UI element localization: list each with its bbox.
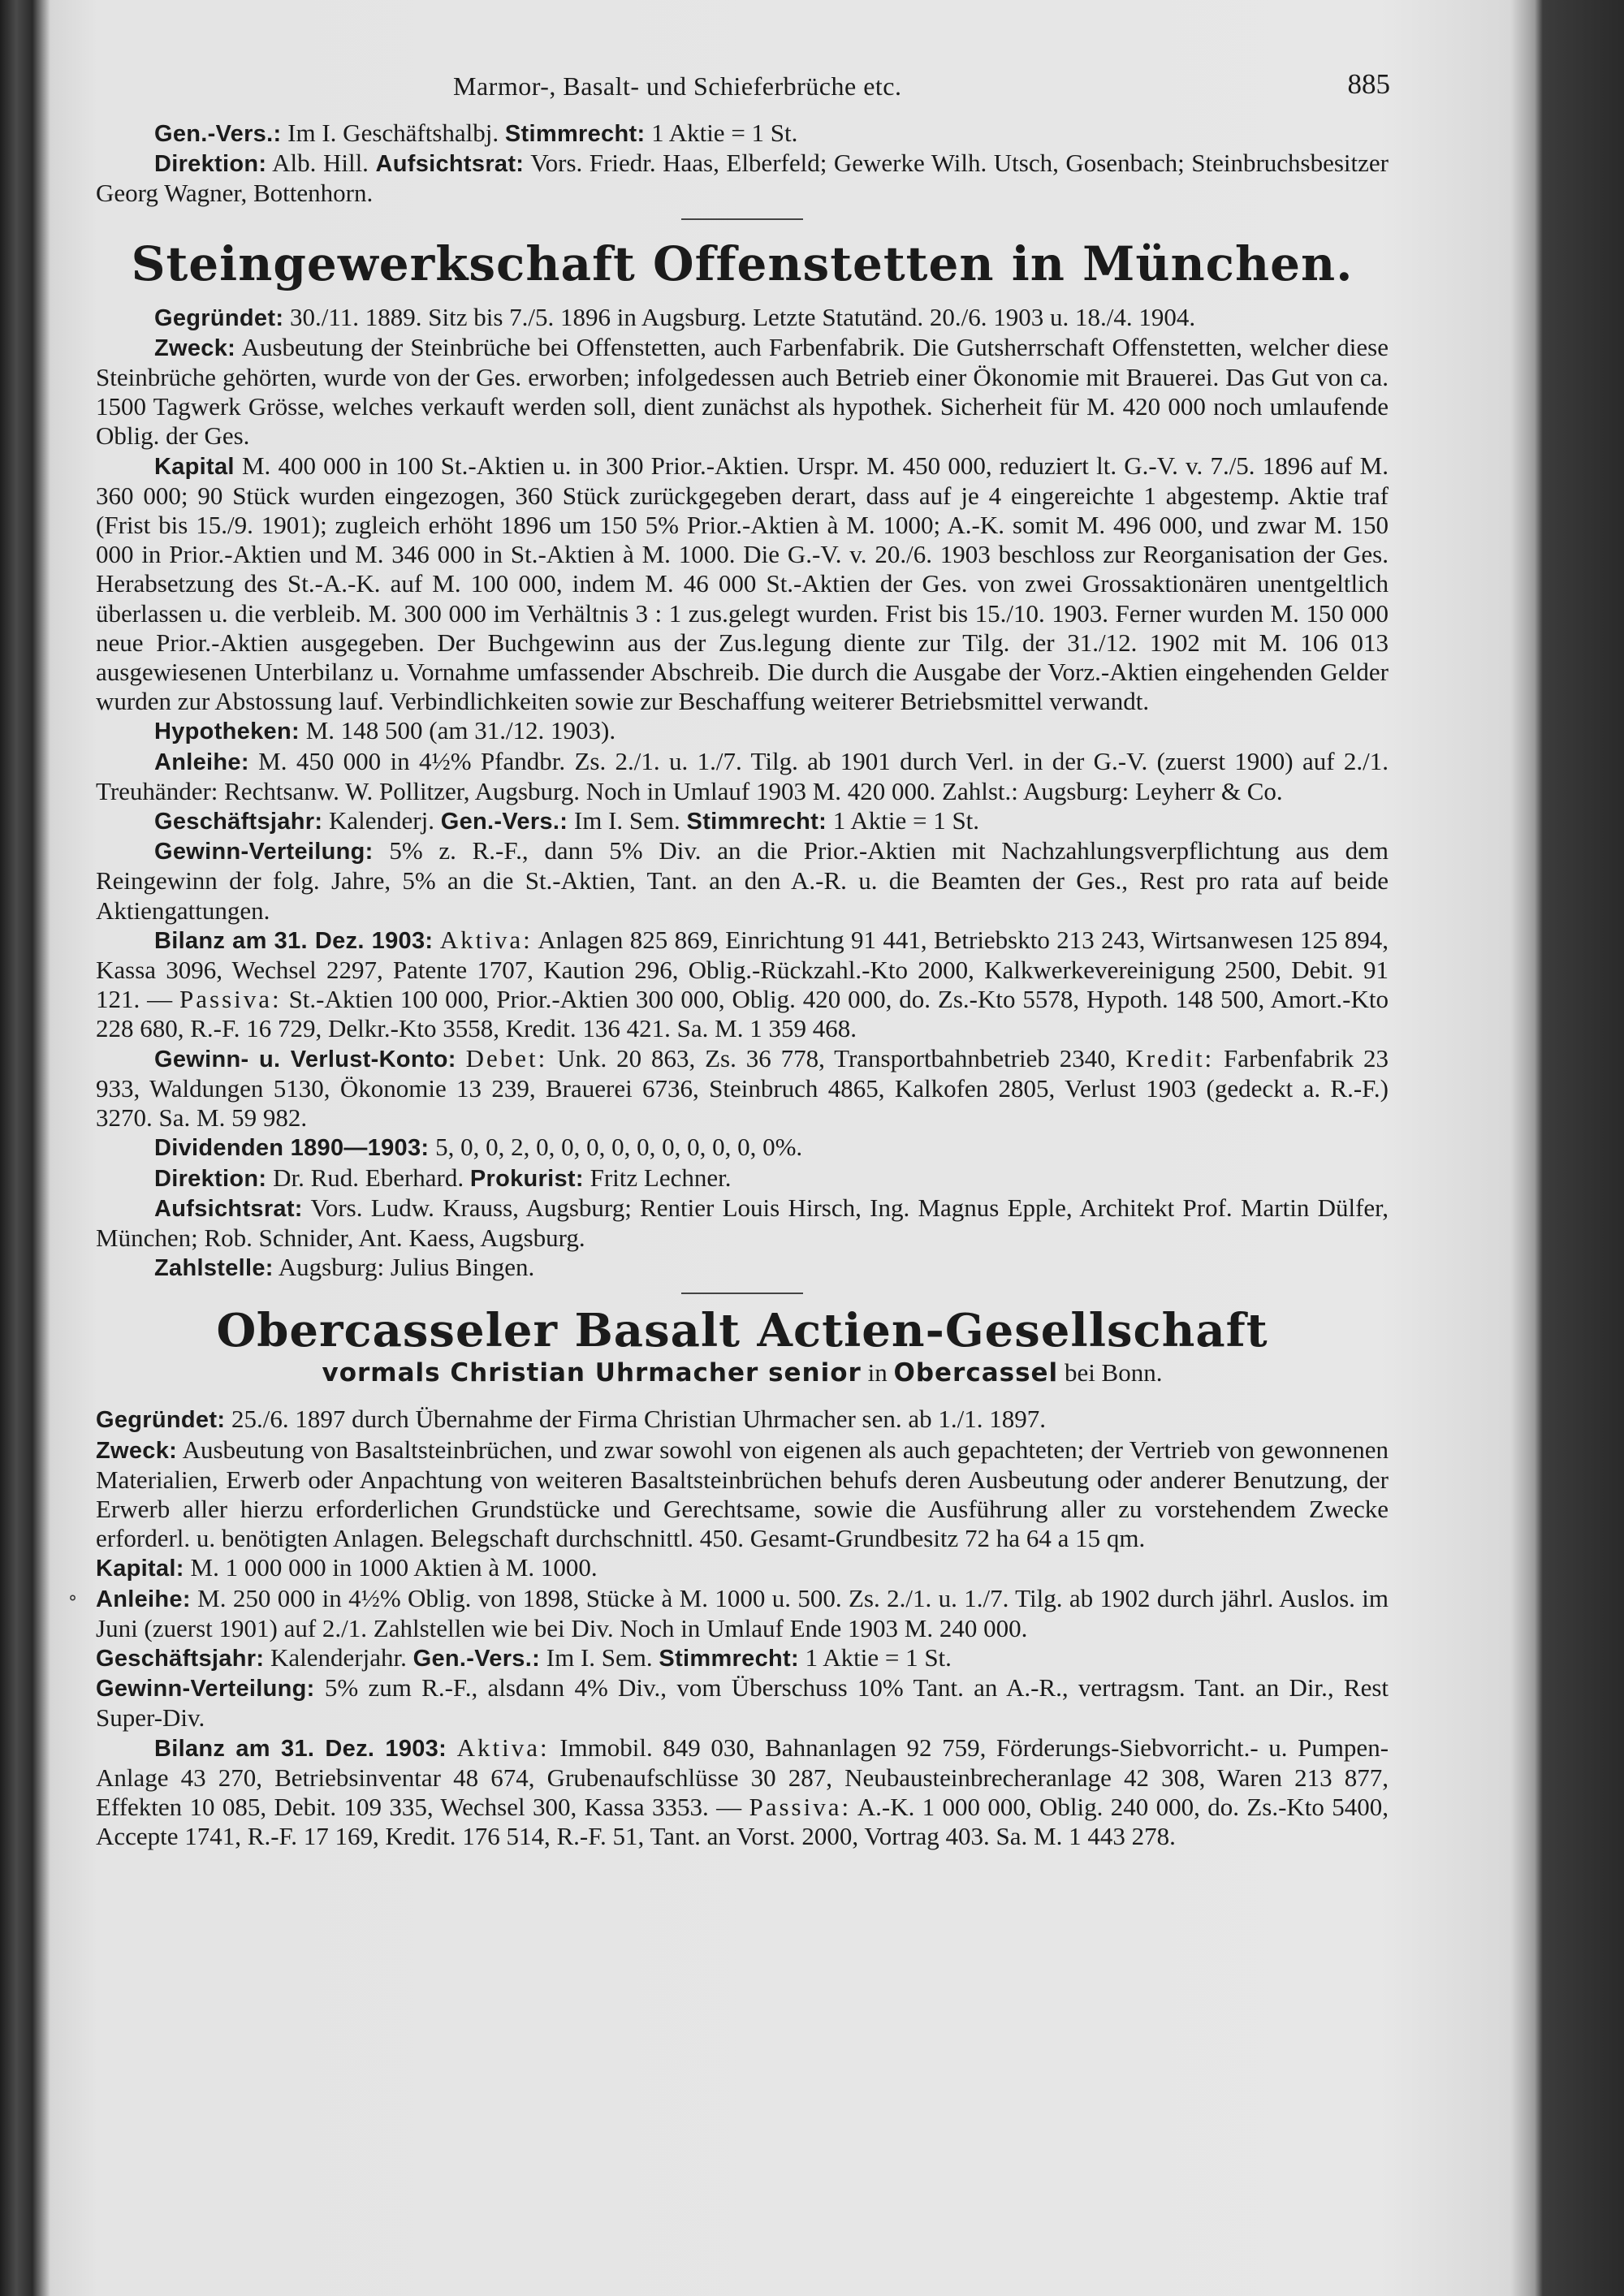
balance-sheet: Bilanz am 31. Dez. 1903: Aktiva: Anlagen 825 869, Einrichtung 91 441, Betriebskto 213 243, Wirtsanwesen 125 894, Kassa 3096, Wechsel 2297, Patente 1707, Kaution 296, Oblig.-Rückzahl.-Kto 2000, Kalkwerkevereinigung 2500, Debit. 91 121. — Passiva: St.-Aktien 100 000, Prior.-Aktien 300 000, Oblig. 420 000, do. Zs.-Kto 5578, Hypoth. 148 500, Amort.-Kto 228 680, R.-F. 16 729, Delkr.-Kto 3558, Kredit. 136 421. Sa. M. 1 359 468. <box>96 925 1389 1043</box>
prev-entry-board: Direktion: Alb. Hill. Aufsichtsrat: Vors. Friedr. Haas, Elberfeld; Gewerke Wilh. Utsch, Gosenbach; Steinbruchsbesitzer Georg Wagner, Bottenhorn. <box>96 149 1389 208</box>
section-divider <box>681 218 803 220</box>
margin-mark: ° <box>68 1593 77 1613</box>
company-title: Obercasseler Basalt Actien-Gesellschaft <box>216 1304 1268 1358</box>
prev-entry-general-meeting: Gen.-Vers.: Im I. Geschäftshalbj. Stimmrecht: 1 Aktie = 1 St. <box>154 119 798 147</box>
running-title: Marmor-, Basalt- und Schieferbrüche etc. <box>453 71 902 101</box>
loan: Anleihe: M. 250 000 in 4½% Oblig. von 1898, Stücke à M. 1000 u. 500. Zs. 2./1. u. 1./7. Tilg. ab 1902 durch jährl. Auslos. im Juni (zuerst 1901) auf 2./1. Zahlstellen wie bei Div. Noch in Umlauf Ende 1903 M. 240 000. <box>96 1583 1389 1642</box>
mortgages: Hypotheken: M. 148 500 (am 31./12. 1903). <box>154 716 616 745</box>
page-header <box>96 63 1389 102</box>
profit-loss-account: Gewinn- u. Verlust-Konto: Debet: Unk. 20 863, Zs. 36 778, Transportbahnbetrieb 2340, Kredit: Farbenfabrik 23 933, Waldungen 5130, Ökonomie 13 239, Brauerei 6736, Steinbruch 4865, Kalkofen 2805, Verlust 1903 (gedeckt a. R.-F.) 3270. Sa. M. 59 982. <box>96 1043 1389 1133</box>
fiscal-year: Geschäftsjahr: Kalenderj. Gen.-Vers.: Im I. Sem. Stimmrecht: 1 Aktie = 1 St. <box>154 806 980 835</box>
company-subtitle: vormals Christian Uhrmacher senior in Obercassel bei Bonn. <box>322 1358 1163 1388</box>
balance-sheet: Bilanz am 31. Dez. 1903: Aktiva: Immobil. 849 030, Bahnanlagen 92 759, Förderungs-Siebvorricht.- u. Pumpen-Anlage 43 270, Betriebsinventar 48 674, Grubenaufschlüsse 30 287, Neubausteinbrecheranlage 42 308, Waren 213 877, Effekten 10 085, Debit. 109 335, Wechsel 300, Kassa 3353. — Passiva: A.-K. 1 000 000, Oblig. 240 000, do. Zs.-Kto 5400, Accepte 1741, R.-F. 17 169, Kredit. 176 514, R.-F. 51, Tant. an Vorst. 2000, Vortrag 403. Sa. M. 1 443 278. <box>96 1733 1389 1851</box>
dividends: Dividenden 1890—1903: 5, 0, 0, 2, 0, 0, 0, 0, 0, 0, 0, 0, 0, 0%. <box>154 1133 803 1162</box>
paying-agent: Zahlstelle: Augsburg: Julius Bingen. <box>154 1253 535 1282</box>
section-divider <box>681 1293 803 1294</box>
page-number: 885 <box>1347 68 1390 100</box>
company-title: Steingewerkschaft Offenstetten in München. <box>131 235 1354 291</box>
document-page <box>96 63 1389 1851</box>
profit-distribution: Gewinn-Verteilung: 5% zum R.-F., alsdann 4% Div., vom Überschuss 10% Tant. an A.-R., vertragsm. Tant. an Dir., Rest Super-Div. <box>96 1673 1389 1733</box>
purpose: Zweck: Ausbeutung der Steinbrüche bei Offenstetten, auch Farbenfabrik. Die Gutsherrschaft Offenstetten, welcher diese Steinbrüche gehörten, wurde von der Ges. erworben; infolgedessen auch Betrieb einer Ökonomie mit Brauerei. Das Gut von ca. 1500 Tagwerk Grösse, welches verkauft werden soll, dient zunächst als hypothek. Sicherheit für M. 420 000 noch umlaufende Oblig. der Ges. <box>96 332 1389 451</box>
capital: Kapital: M. 1 000 000 in 1000 Aktien à M. 1000. <box>96 1553 598 1582</box>
profit-distribution: Gewinn-Verteilung: 5% z. R.-F., dann 5% Div. an die Prior.-Aktien mit Nachzahlungsverpflichtung aus dem Reingewinn der folg. Jahre, 5% an die St.-Aktien, Tant. an den A.-R. u. die Beamten der Ges., Rest pro rata auf beide Aktiengattungen. <box>96 836 1389 925</box>
capital: Kapital M. 400 000 in 100 St.-Aktien u. in 300 Prior.-Aktien. Urspr. M. 450 000, reduziert lt. G.-V. v. 7./5. 1896 auf M. 360 000; 90 Stück wurden eingezogen, 360 Stück zurückgegeben derart, dass auf je 4 eingereichte 1 abgestemp. Aktie traf (Frist bis 15./9. 1901); zugleich erhöht 1896 um 150 5% Prior.-Aktien à M. 1000; A.-K. somit M. 496 000, und zwar M. 150 000 in Prior.-Aktien und M. 346 000 in St.-Aktien à M. 1000. Die G.-V. v. 20./6. 1903 beschloss zur Reorganisation der Ges. Herabsetzung des St.-A.-K. auf M. 100 000, indem M. 46 000 St.-Aktien der Ges. von zwei Grossaktionären unentgeltlich überlassen u. die verbleib. M. 300 000 im Verhältnis 3 : 1 zus.gelegt wurden. Frist bis 15./10. 1903. Ferner wurden M. 150 000 neue Prior.-Aktien ausgegeben. Der Buchgewinn aus der Zus.legung diente zur Tilg. der 31./12. 1902 mit M. 106 013 ausgewiesenen Unterbilanz u. Vornahme umfassender Abschreib. Die durch die Ausgabe der Vorz.-Aktien eingehenden Gelder wurden zur Abstossung lauf. Verbindlichkeiten sowie zur Beschaffung weiterer Betriebsmittel verwandt. <box>96 451 1389 716</box>
purpose: Zweck: Ausbeutung von Basaltsteinbrüchen, und zwar sowohl von eigenen als auch gepachteten; der Vertrieb von gewonnenen Materialien, Erwerb oder Anpachtung von weiteren Basaltsteinbrüchen behufs deren Ausbeutung oder anderer Benutzung, der Erwerb aller hierzu erforderlichen Grundstücke und Gerechtsame, sowie die Ausführung aller zu vorstehendem Zwecke erforderl. u. benötigten Anlagen. Belegschaft durchschnittl. 450. Gesamt-Grundbesitz 72 ha 64 a 15 qm. <box>96 1435 1389 1553</box>
management: Direktion: Dr. Rud. Eberhard. Prokurist: Fritz Lechner. <box>154 1163 732 1192</box>
supervisory-board: Aufsichtsrat: Vors. Ludw. Krauss, Augsburg; Rentier Louis Hirsch, Ing. Magnus Epple, Architekt Prof. Martin Dülfer, München; Rob. Schnider, Ant. Kaess, Augsburg. <box>96 1193 1389 1252</box>
founded: Gegründet: 30./11. 1889. Sitz bis 7./5. 1896 in Augsburg. Letzte Statutänd. 20./6. 1903 u. 18./4. 1904. <box>154 302 1196 331</box>
founded: Gegründet: 25./6. 1897 durch Übernahme der Firma Christian Uhrmacher sen. ab 1./1. 1897. <box>96 1405 1046 1434</box>
loan: Anleihe: M. 450 000 in 4½% Pfandbr. Zs. 2./1. u. 1./7. Tilg. ab 1901 durch Verl. in der G.-V. (zuerst 1900) auf 2./1. Treuhänder: Rechtsanw. W. Pollitzer, Augsburg. Noch in Umlauf 1903 M. 420 000. Zahlst.: Augsburg: Leyherr & Co. <box>96 746 1389 805</box>
fiscal-year: Geschäftsjahr: Kalenderjahr. Gen.-Vers.: Im I. Sem. Stimmrecht: 1 Aktie = 1 St. <box>96 1642 952 1672</box>
